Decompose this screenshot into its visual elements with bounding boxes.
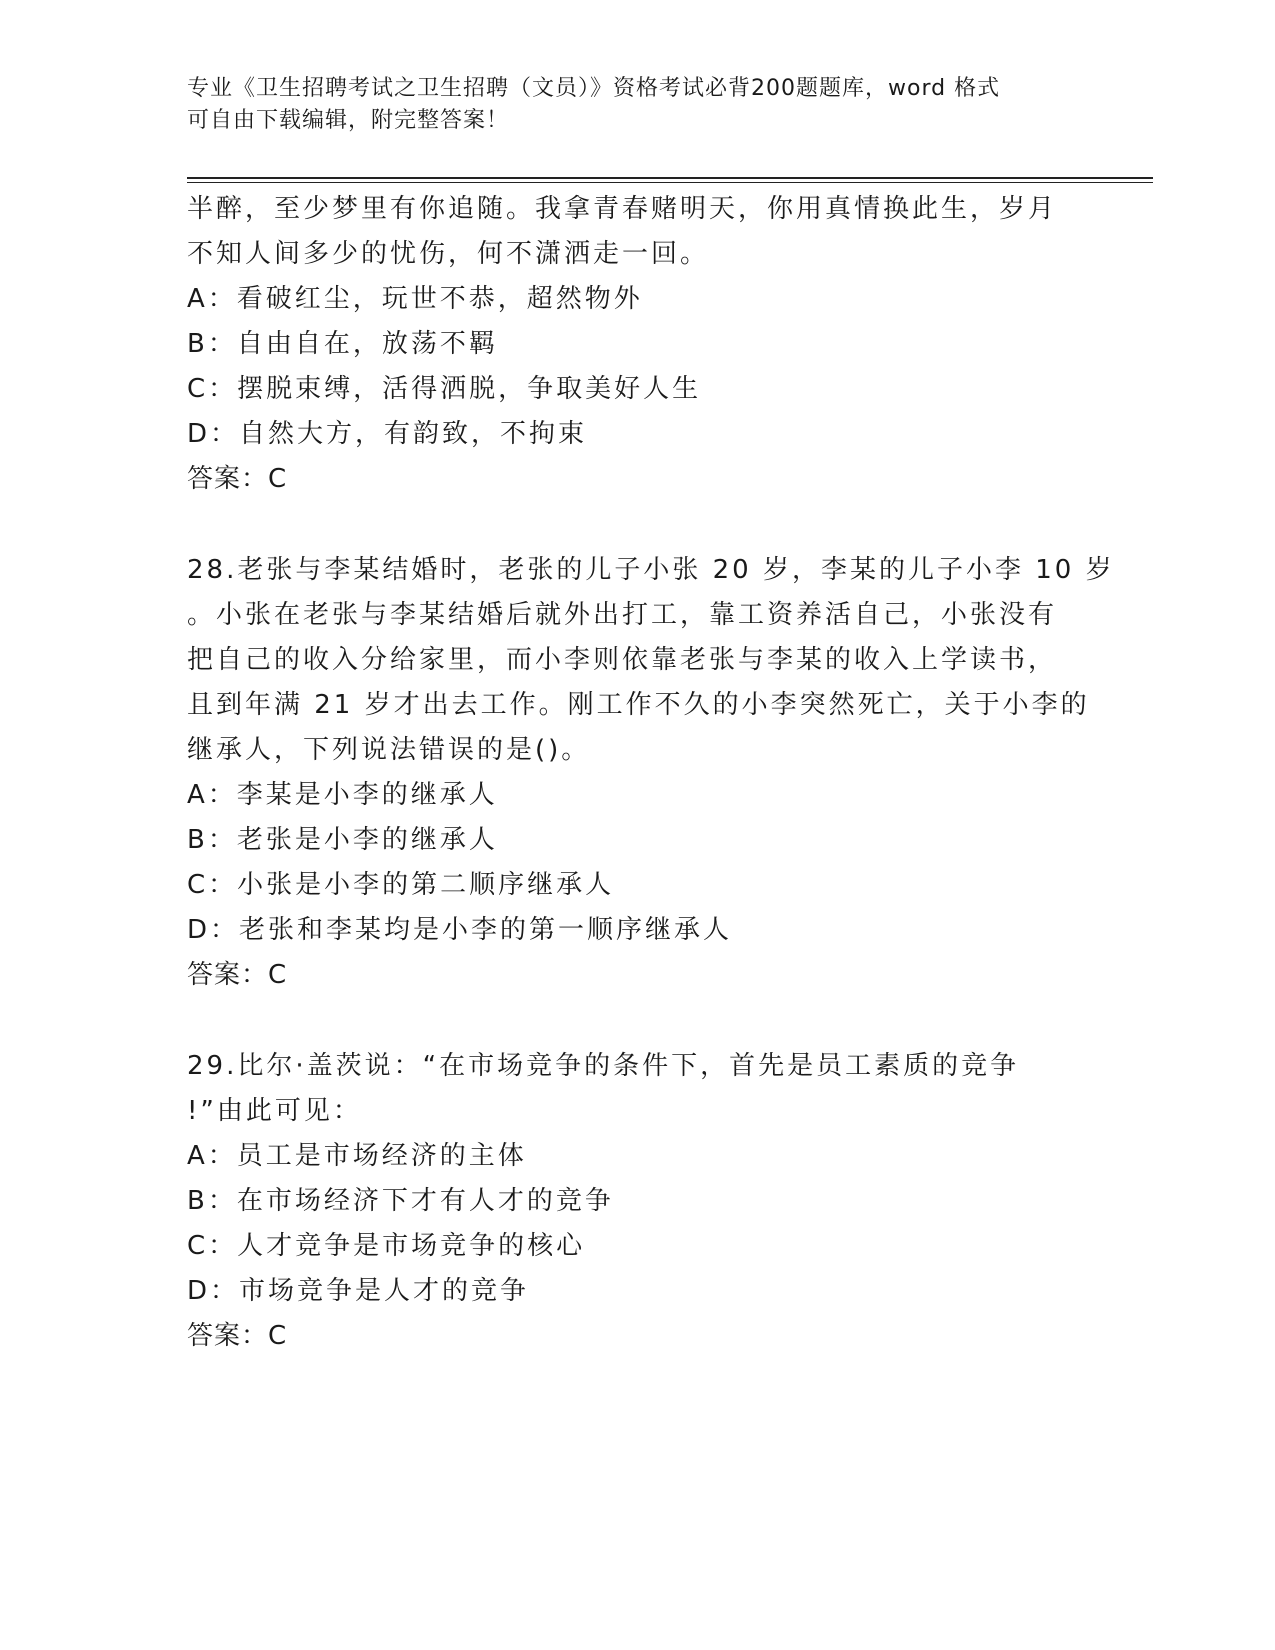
question-list (187, 187, 1115, 1359)
option-a: A：员工是市场经济的主体 (187, 1141, 527, 1171)
option-d: D：老张和李某均是小李的第一顺序继承人 (187, 915, 733, 945)
question-stem-line: 不知人间多少的忧伤，何不潇洒走一回。 (187, 239, 710, 269)
header-rule-thick (187, 177, 1153, 179)
option-c: C：小张是小李的第二顺序继承人 (187, 870, 615, 900)
document-header (187, 73, 1087, 137)
question-stem-line: 继承人，下列说法错误的是()。 (187, 735, 591, 765)
header-line-1: 专业《卫生招聘考试之卫生招聘（文员）》资格考试必背200题题库，word 格式 (187, 76, 1001, 101)
option-b: B：在市场经济下才有人才的竞争 (187, 1186, 614, 1216)
question-stem-line: 且到年满 21 岁才出去工作。刚工作不久的小李突然死亡，关于小李的 (187, 690, 1090, 720)
option-a: A：李某是小李的继承人 (187, 780, 498, 810)
spacer (187, 998, 1087, 1044)
spacer (187, 502, 1087, 548)
option-b: B：自由自在，放荡不羁 (187, 329, 498, 359)
option-d: D：市场竞争是人才的竞争 (187, 1276, 530, 1306)
question-stem-line: 29.比尔·盖茨说：“在市场竞争的条件下，首先是员工素质的竞争 (187, 1051, 1020, 1081)
question-stem-line: 28.老张与李某结婚时，老张的儿子小张 20 岁，李某的儿子小李 10 岁 (187, 555, 1115, 585)
answer: 答案：C (187, 464, 288, 494)
option-a: A：看破红尘，玩世不恭，超然物外 (187, 284, 643, 314)
answer: 答案：C (187, 960, 288, 990)
question-stem-line: 半醉，至少梦里有你追随。我拿青春赌明天，你用真情换此生，岁月 (187, 194, 1058, 224)
option-c: C：摆脱束缚，活得洒脱，争取美好人生 (187, 374, 702, 404)
header-line-2: 可自由下载编辑，附完整答案！ (187, 108, 510, 133)
option-b: B：老张是小李的继承人 (187, 825, 498, 855)
question-stem-line: 。小张在老张与李某结婚后就外出打工，靠工资养活自己，小张没有 (187, 600, 1058, 630)
answer: 答案：C (187, 1321, 288, 1351)
question-27 (187, 187, 1087, 502)
option-c: C：人才竞争是市场竞争的核心 (187, 1231, 586, 1261)
question-stem-line: !”由此可见： (187, 1096, 362, 1126)
question-29 (187, 1044, 1087, 1359)
question-28 (187, 548, 1115, 998)
question-stem-line: 把自己的收入分给家里，而小李则依靠老张与李某的收入上学读书， (187, 645, 1058, 675)
option-d: D：自然大方，有韵致，不拘束 (187, 419, 588, 449)
header-rule-thin (187, 182, 1153, 183)
